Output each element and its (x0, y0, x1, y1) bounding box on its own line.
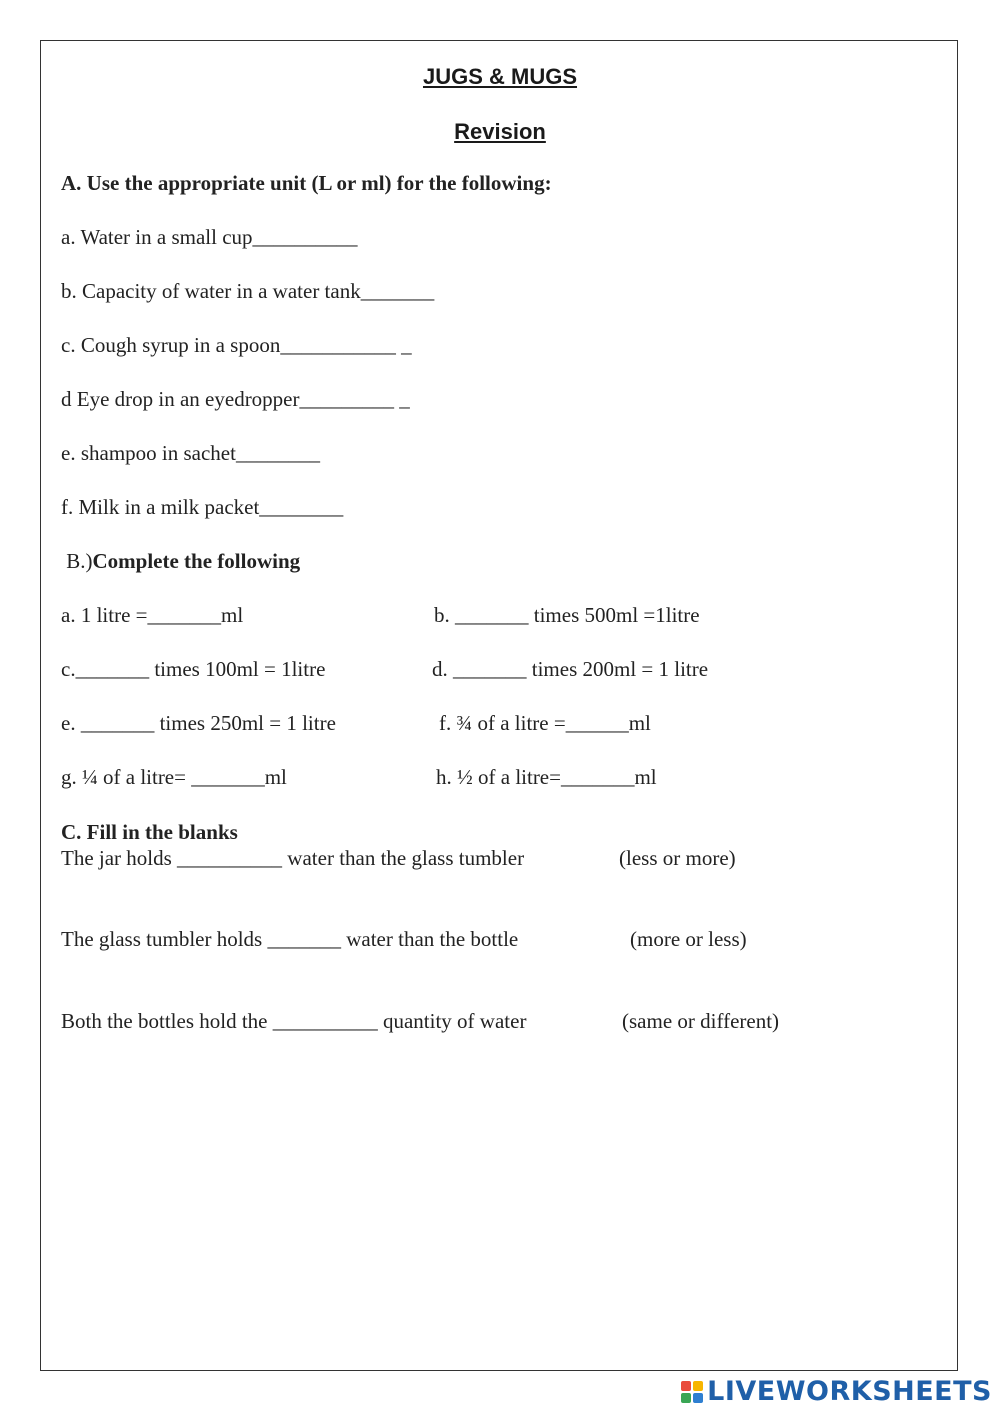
worksheet-subtitle: Revision (454, 119, 546, 144)
section-b-heading (61, 549, 300, 574)
logo-square (681, 1381, 691, 1391)
section-a-item: b. Capacity of water in a water tank_______ (61, 279, 435, 303)
logo-square (681, 1393, 691, 1403)
section-b-left: e. _______ times 250ml = 1 litre (61, 711, 336, 735)
section-c-item: The jar holds __________ water than the glass tumbler (61, 846, 525, 870)
section-b-left: g. ¼ of a litre= _______ml (61, 765, 287, 789)
section-b-right: f. ¾ of a litre =______ml (439, 711, 651, 735)
section-a-item: e. shampoo in sachet________ (61, 441, 320, 465)
section-b-title: Complete the following (92, 549, 301, 573)
liveworksheets-logo-icon (681, 1381, 703, 1403)
logo-square (693, 1393, 703, 1403)
section-a-item: a. Water in a small cup__________ (61, 225, 358, 249)
section-c-heading: C. Fill in the blanks (61, 820, 238, 844)
section-a-item: d Eye drop in an eyedropper_________ _ (61, 387, 410, 411)
section-a-item: c. Cough syrup in a spoon___________ _ (61, 333, 412, 357)
section-b-left: c._______ times 100ml = 1litre (61, 657, 326, 681)
section-b-prefix: B.) (61, 549, 93, 573)
section-b-right: b. _______ times 500ml =1litre (434, 603, 700, 627)
section-a-heading: A. Use the appropriate unit (L or ml) for the following: (61, 171, 552, 195)
section-a-item: f. Milk in a milk packet________ (61, 495, 344, 519)
section-b-right: d. _______ times 200ml = 1 litre (432, 657, 709, 681)
liveworksheets-text: LIVEWORKSHEETS (707, 1376, 992, 1407)
section-c-hint: (less or more) (619, 846, 736, 870)
liveworksheets-watermark (681, 1376, 992, 1407)
section-c-hint: (more or less) (630, 927, 747, 951)
section-c-item: Both the bottles hold the __________ quantity of water (61, 1009, 527, 1033)
worksheet-title: JUGS & MUGS (422, 64, 578, 89)
section-c-hint: (same or different) (622, 1009, 780, 1033)
section-c-item: The glass tumbler holds _______ water than the bottle (61, 927, 519, 951)
section-b-right: h. ½ of a litre=_______ml (436, 765, 657, 789)
logo-square (693, 1381, 703, 1391)
section-b-left: a. 1 litre =_______ml (61, 603, 244, 627)
